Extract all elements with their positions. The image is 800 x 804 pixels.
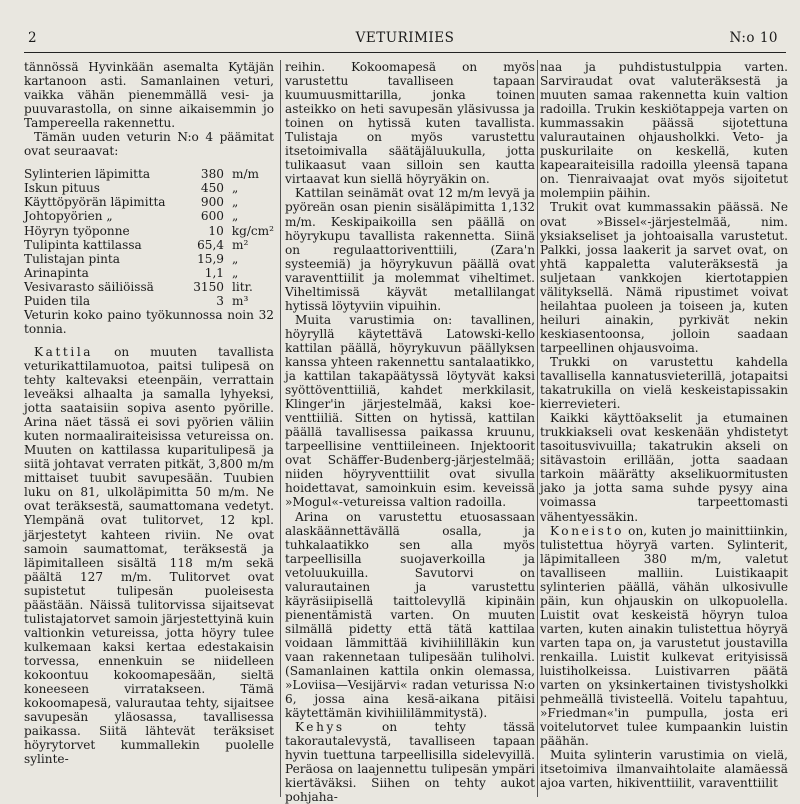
spec-unit: m² bbox=[232, 237, 249, 252]
column-divider bbox=[280, 60, 281, 797]
spec-value: 450 bbox=[200, 181, 224, 196]
column-divider bbox=[537, 60, 538, 797]
paragraph: tännössä Hyvinkään asemalta Kytäjän kartanoon asti. Samanlainen veturi, vaikka vähän pienemmällä vesi- ja puuvarastolla, on sinne aikaisemmin jo Tampereella rakennettu. bbox=[24, 60, 274, 131]
spec-label: Iskun pituus bbox=[24, 181, 100, 196]
spec-value: 10 bbox=[208, 223, 224, 238]
paragraph bbox=[285, 720, 535, 804]
total-weight: Veturin koko paino työkunnossa noin 32 tonnia. bbox=[24, 307, 274, 336]
spec-row bbox=[24, 181, 274, 195]
column-1 bbox=[24, 60, 274, 797]
spec-label: Arinapinta bbox=[24, 265, 89, 280]
paragraph bbox=[24, 345, 274, 766]
spec-row bbox=[24, 224, 274, 238]
paragraph: Trukit ovat kummassakin päässä. Ne ovat »Bissel«-järjestelmää, nim. yksiakseliset ja johtoaisalla varustetut. Palkki, jossa laakerit ja sarvet ovat, on yhtä kappaletta valuteräksestä ja suljetaan vankkojen kiertotappien välityksellä. Nämä ripustimet voivat heilahtaa puoleen ja toiseen ja, kuten heiluri ainakin, pyrkivät nekin keskiasentoonsa, jolloin saadaan tarpeellinen ohjausvoima. bbox=[540, 200, 788, 355]
spec-row bbox=[24, 195, 274, 209]
spec-unit: kg/cm² bbox=[231, 223, 274, 238]
spec-row bbox=[24, 294, 274, 308]
paragraph: Tämän uuden veturin N:o 4 päämitat ovat seuraavat: bbox=[24, 130, 274, 159]
spacer bbox=[24, 158, 274, 167]
paragraph: Kaikki käyttöakselit ja etumainen trukkiakseli ovat keskenään yhdistetyt tasoitusvivuilla; takatrukin akseli on sitävastoin erillään, jotta saadaan tarkoin määrätty akselikuormitusten jako ja jotta sama suhde pysyy aina voimassa tarpeettomasti vähentyessäkin. bbox=[540, 411, 788, 524]
paragraph: Muita varustimia on: tavallinen, höyryllä käytettävä Latowski-kello kattilan päällä, höyrykuvun päällyksen kanssa yhteen rakennettu santalaatikko, ja kattilan takapäätyssä löytyvät kaksi syöttöventtiiliä, kahdet merkkilasit, Klinger'in järjestelmää, kaksi koe-venttiiliä. Sitten on hytissä, kattilan päällä tavallisessa paikassa kruunu, tarpeellisine venttiileineen. Injektoorit ovat Schäffer-Budenberg-järjestelmää; niiden höyryventtiilit ovat sivulla hoidettavat, samoinkuin esim. keveissä »Mogul«-vetureissa valtion radoilla. bbox=[285, 312, 535, 510]
spec-row bbox=[24, 238, 274, 252]
spec-unit: m³ bbox=[232, 293, 249, 308]
spec-row bbox=[24, 209, 274, 223]
specifications-table bbox=[24, 167, 274, 307]
spec-row bbox=[24, 280, 274, 294]
spec-label: Tulipinta kattilassa bbox=[24, 237, 142, 252]
spec-unit: „ bbox=[232, 209, 239, 224]
spec-value: 3 bbox=[216, 293, 224, 308]
spec-label: Johtopyörien „ bbox=[24, 209, 113, 224]
spec-value: 3150 bbox=[193, 279, 224, 294]
spec-label: Vesivarasto säiliöissä bbox=[24, 279, 154, 294]
spec-value: 380 bbox=[200, 167, 224, 182]
spec-unit: „ bbox=[232, 195, 239, 210]
page-number: 2 bbox=[28, 30, 38, 46]
column-3 bbox=[540, 60, 788, 797]
spec-value: 1,1 bbox=[204, 265, 224, 280]
spec-label: Sylinterien läpimitta bbox=[24, 167, 151, 182]
spec-value: 15,9 bbox=[197, 251, 224, 266]
spec-unit: m/m bbox=[232, 167, 260, 182]
publication-title: VETURIMIES bbox=[355, 30, 455, 46]
section-keyword: Kattila bbox=[34, 344, 94, 359]
paragraph: Kattilan seinämät ovat 12 m/m levyä ja pyöreän osan pienin sisäläpimitta 1,132 m/m. Keskipaikoilla sen päällä on höyrykupu tavallista rakennetta. Siinä on regulaattoriventtiili, (Zara'n systeemiä) ja höyrykuvun päällä ovat varaventtiilit ja molemmat viheltimet. Viheltimissä käyvät metallilangat hytissä löytyviin vipuihin. bbox=[285, 186, 535, 313]
paragraph: reihin. Kokoomapesä on myös varustettu tavalliseen tapaan kuumuusmittarilla, jonka toinen asteikko on heti savupesän yläsivussa ja toinen on hytissä kuten tavallista. Tulistaja on myös varustettu itsetoimivalla säätäjäluukulla, jotta tulikaasut vaan silloin sen kautta virtaavat kun siellä höyryäkin on. bbox=[285, 60, 535, 187]
page-header bbox=[24, 26, 786, 53]
spec-unit: „ bbox=[232, 251, 239, 266]
spec-label: Höyryn työponne bbox=[24, 223, 130, 238]
spec-row bbox=[24, 266, 274, 280]
spec-value: 900 bbox=[200, 195, 224, 210]
paragraph-text: on muuten tavallista veturikattilamuotoa, paitsi tulipesä on tehty kaltevaksi eteenpäin, verrattain leveäksi alhaalta ja samalla lyhyeksi, jotta saataisiin sopiva asento pyörille. Arina näet tässä ei sovi pyörien väliin kuten normaaliraiteisissa vetureissa on. Muuten on kattilassa kuparitulipesä ja siitä johtavat verraten pitkät, 3,800 m/m mittaiset tuubit savupesään. Tuubien luku on 81, ulkoläpimitta 50 m/m. Ne ovat teräksestä, saumattomana vedetyt. Ylempänä ovat tulitorvet, 12 kpl. järjestetyt kahteen riviin. Ne ovat samoin saumattomat, teräksestä ja läpimitalleen sisältä 118 m/m sekä päältä 127 m/m. Tulitorvet ovat supistetut tulipesän puoleisesta päästään. Näissä tulitorvissa sijaitsevat tulistajatorvet samoin järjestettyinä kuin valtionkin vetureissa, jotta höyry tulee kulkemaan kaksi kertaa edestakaisin torvessa, ennenkuin se niidelleen kokoontuu kokoomapesään, sieltä koneeseen virratakseen. Tämä kokoomapesä, valurautaa tehty, sijaitsee savupesän yläosassa, tavallisessa paikassa. Siitä lähtevät teräksiset höyrytorvet kummallekin puolelle sylinte- bbox=[24, 344, 274, 767]
column-2 bbox=[285, 60, 535, 804]
spacer bbox=[24, 336, 274, 345]
paragraph: naa ja puhdistustulppia varten. Sarviraudat ovat valuteräksestä ja muuten samaa rakennetta kuin valtion radoilla. Trukin keskiötappeja varten on kummassakin päässä sijotettuna valurautainen ohjausholkki. Veto- ja puskurilaite on keskellä, kuten kapearaiteisilla radoilla yleensä tapana on. Tienraivaajat ovat myös sijoitetut molempiin päihin. bbox=[540, 60, 788, 201]
spec-label: Puiden tila bbox=[24, 293, 91, 308]
paragraph: Muita sylinterin varustimia on vielä, itsetoimiva ilmanvaihtolaite alamäessä ajoa varten, hikiventtiilit, varaventtiilit bbox=[540, 748, 788, 791]
paragraph: Trukki on varustettu kahdella tavallisella kannatusvieterillä, jotapaitsi takatrukilla on vielä keskeistapissakin kierrevieteri. bbox=[540, 354, 788, 412]
spec-label: Käyttöpyörän läpimitta bbox=[24, 195, 166, 210]
paragraph-text: on tehty tässä takorautalevystä, tavalliseen tapaan hyvin tuettuna tarpeellisilla sidelevyillä. Peräosa on laajennettu tulipesän ympäri kiertäväksi. Siihen on tehty aukot pohjaha- bbox=[285, 720, 535, 804]
paragraph: Arina on varustettu etuosassaan alaskäännettävällä osalla, ja tuhkalaatikko sen alla myös tarpeellisilla suojaverkoilla ja vetoluukuilla. Savutorvi on valurautainen ja varustettu käyräsiipisellä taittolevyllä kipinäin pienentämistä varten. On muuten silmällä pidetty että tätä kattilaa voidaan lämmittää kivihiililläkin kun vaan rakennetaan tulipesään tuliholvi. (Samanlainen kattila onkin olemassa, »Loviisa—Vesijärvi« radan veturissa N:o 6, jossa aina kesä-aikana pitäisi käytettämän kivihiililämmitystä). bbox=[285, 509, 535, 721]
spec-row bbox=[24, 167, 274, 181]
section-keyword: Kehys bbox=[295, 720, 345, 735]
spec-value: 600 bbox=[200, 209, 224, 224]
paragraph-text: on, kuten jo mainittiinkin, tulistettua höyryä varten. Sylinterit, läpimitalleen 380 m/m, valetut tavalliseen malliin. Luistikaapit sylinterien päällä, vähän ulkosivulle päin, kun ohjauskin on ulkopuolella. Luistit ovat keskeistä höyryn tuloa varten, kuten ainakin tulistettua höyryä varten tapa on, ja varustetut joustavilla renkailla. Luistit kulkevat erityisissä luistiholkeissa. Luistivarren päätä varten on yksinkertainen tivistysholkki pehmeällä tivisteellä. Voitelu tapahtuu, »Friedman«'in pumpulla, josta eri voitelutorvet tulee kumpaankin luistin päähän. bbox=[540, 523, 788, 749]
spec-label: Tulistajan pinta bbox=[24, 251, 120, 266]
issue-number: N:o 10 bbox=[729, 30, 778, 46]
spec-row bbox=[24, 252, 274, 266]
spec-value: 65,4 bbox=[197, 237, 224, 252]
spec-unit: litr. bbox=[232, 279, 253, 294]
paragraph bbox=[540, 524, 788, 749]
section-keyword: Koneisto bbox=[550, 523, 624, 538]
spec-unit: „ bbox=[232, 265, 239, 280]
spec-unit: „ bbox=[232, 181, 239, 196]
